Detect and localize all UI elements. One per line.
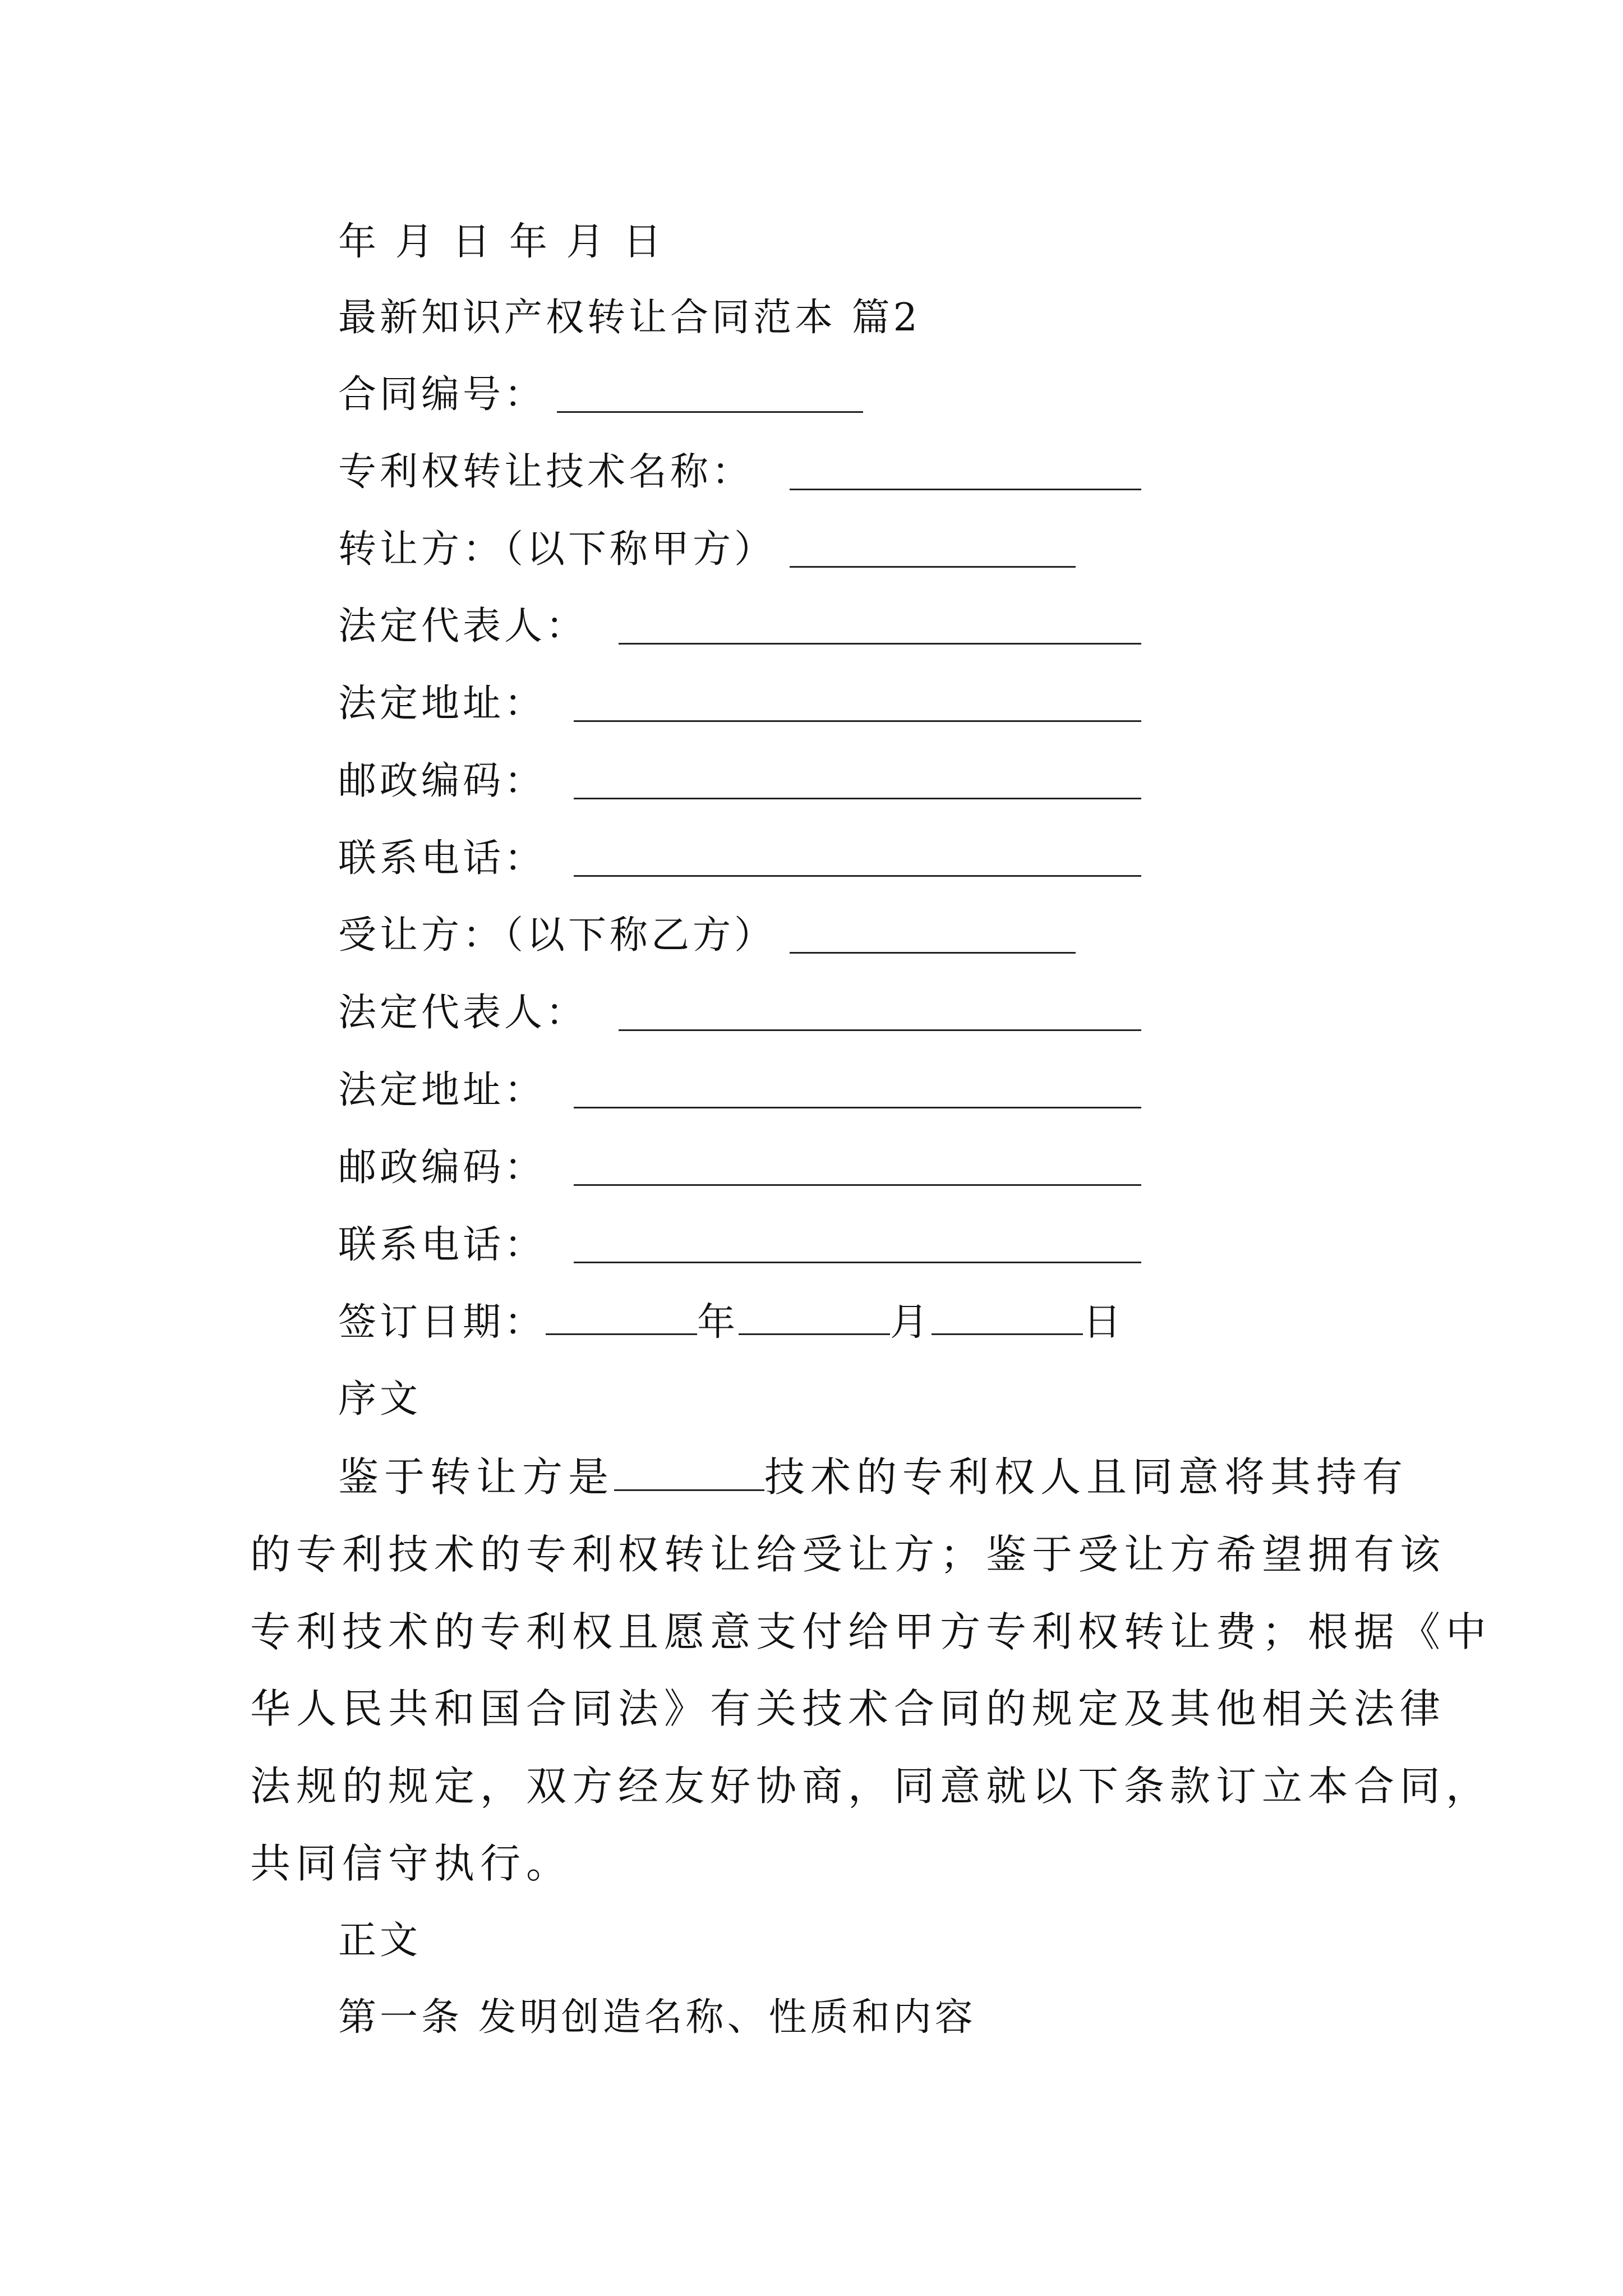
field-label: 联系电话： xyxy=(338,836,546,881)
party-a-address-field xyxy=(338,682,546,726)
month-label: 月 xyxy=(890,1300,932,1345)
day-label: 日 xyxy=(1083,1300,1125,1345)
fill-in-blank xyxy=(790,532,1076,568)
field-label: 邮政编码： xyxy=(338,759,546,803)
preface-text: 鉴于转让方是 xyxy=(338,1453,615,1501)
transferee-field xyxy=(338,913,776,958)
field-label: 法定地址： xyxy=(338,1068,546,1112)
field-label: 法定代表人： xyxy=(338,604,588,648)
year-blank xyxy=(546,1300,697,1335)
preface-line: 专利技术的专利权且愿意支付给甲方专利权转让费；根据《中 xyxy=(250,1608,1492,1655)
fill-in-blank xyxy=(790,918,1076,954)
transferor-field xyxy=(338,527,776,572)
fill-in-blank xyxy=(574,841,1141,877)
preface-line: 法规的规定，双方经友好协商，同意就以下条款订立本合同， xyxy=(250,1763,1492,1810)
field-label: 受让方：（以下称乙方） xyxy=(338,913,776,958)
fill-in-blank xyxy=(557,378,863,413)
party-a-postcode-field xyxy=(338,759,546,804)
fill-in-blank xyxy=(619,996,1141,1031)
preface-line: 共同信守执行。 xyxy=(250,1840,573,1887)
fill-in-blank xyxy=(614,1456,764,1491)
field-label: 签订日期： xyxy=(338,1300,546,1345)
tech-name-field xyxy=(338,450,753,495)
fill-in-blank xyxy=(574,687,1141,722)
field-label: 转让方：（以下称甲方） xyxy=(338,527,776,572)
fill-in-blank xyxy=(574,1151,1141,1186)
party-b-address-field xyxy=(338,1068,546,1113)
field-label: 合同编号： xyxy=(338,372,546,417)
fill-in-blank xyxy=(619,609,1141,645)
preface-line xyxy=(338,1455,1408,1499)
fill-in-blank xyxy=(574,1228,1141,1263)
party-b-phone-field xyxy=(338,1223,546,1268)
contract-number-field xyxy=(338,372,546,417)
field-label: 法定地址： xyxy=(338,682,546,726)
party-a-legal-rep-field xyxy=(338,604,587,649)
year-label: 年 xyxy=(697,1300,739,1345)
fill-in-blank xyxy=(574,1073,1141,1108)
preface-heading: 序文 xyxy=(338,1377,422,1421)
preface-text: 技术的专利权人且同意将其持有 xyxy=(764,1453,1409,1501)
field-label: 邮政编码： xyxy=(338,1145,546,1190)
party-b-postcode-field xyxy=(338,1145,546,1190)
field-label: 专利权转让技术名称： xyxy=(338,450,754,494)
month-blank xyxy=(739,1300,890,1335)
fill-in-blank xyxy=(790,455,1141,490)
document-title: 最新知识产权转让合同范本 篇2 xyxy=(338,296,921,340)
fill-in-blank xyxy=(574,764,1141,799)
date-signature-line: 年 月 日 年 月 日 xyxy=(338,220,665,264)
body-heading: 正文 xyxy=(338,1918,422,1963)
preface-line: 华人民共和国合同法》有关技术合同的规定及其他相关法律 xyxy=(250,1685,1446,1732)
party-b-legal-rep-field xyxy=(338,991,587,1036)
field-label: 联系电话： xyxy=(338,1223,546,1267)
sign-date-field xyxy=(338,1300,1124,1345)
day-blank xyxy=(932,1300,1083,1335)
article-heading: 第一条 发明创造名称、性质和内容 xyxy=(338,1995,976,2040)
field-label: 法定代表人： xyxy=(338,991,588,1035)
preface-line: 的专利技术的专利权转让给受让方；鉴于受让方希望拥有该 xyxy=(250,1531,1446,1578)
party-a-phone-field xyxy=(338,836,546,881)
